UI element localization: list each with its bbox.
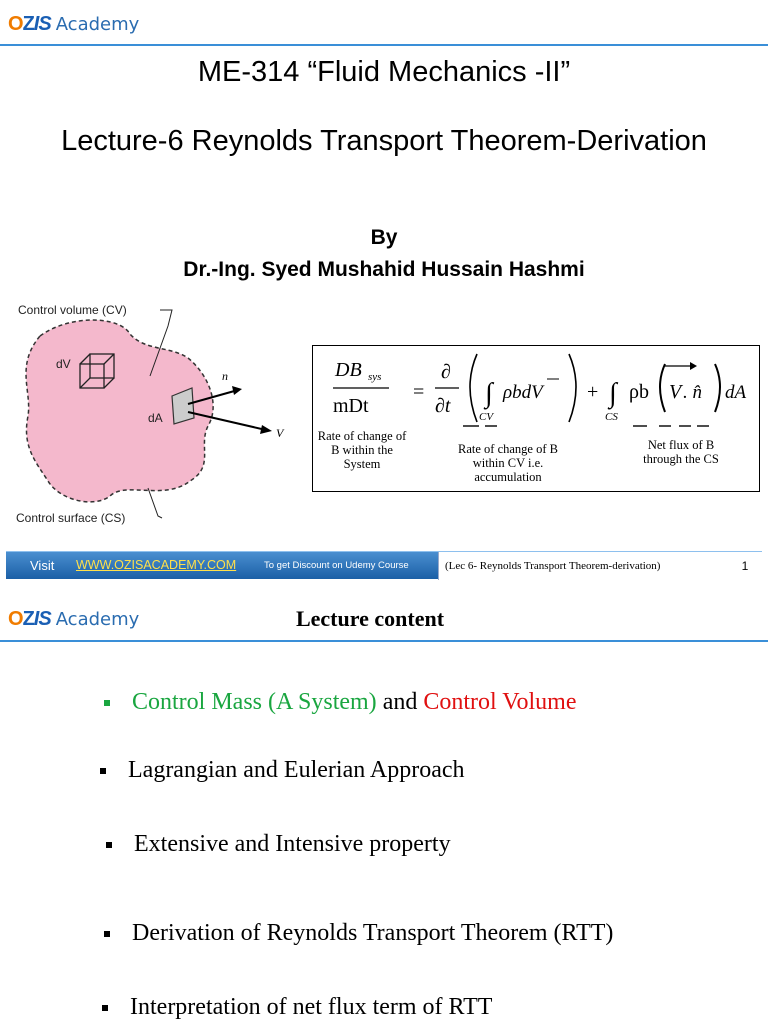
footer-website-link[interactable]: WWW.OZISACADEMY.COM	[76, 558, 237, 572]
bullet-text: Lagrangian and Eulerian Approach	[128, 757, 465, 783]
dot-normal: . n̂	[683, 382, 702, 403]
page-number: 1	[728, 552, 762, 580]
integral-cs: ∫	[609, 378, 617, 409]
bullet-control-mass	[104, 689, 576, 716]
bullet-text: Extensive and Intensive property	[134, 831, 451, 857]
v-label: V	[276, 426, 284, 440]
bullet-square-icon	[102, 1005, 108, 1011]
left-paren	[470, 354, 477, 422]
right-paren	[569, 354, 576, 422]
bullet-square-icon	[104, 931, 110, 937]
rtt-equation-box	[312, 345, 760, 492]
slide-2	[0, 584, 768, 1024]
logo-academy-text: Academy	[55, 609, 140, 630]
bullet-square-icon	[106, 842, 112, 848]
integrand-cs-rho-b: ρb	[629, 381, 649, 403]
lecture-content-title: Lecture content	[295, 606, 445, 631]
equals-sign: =	[413, 381, 425, 403]
bullet-square-icon	[100, 768, 106, 774]
integrand-cv: ρbdV	[503, 382, 543, 403]
lhs-numerator: DB	[335, 359, 362, 381]
control-volume-figure	[10, 296, 300, 536]
plus-sign: +	[587, 381, 599, 403]
lhs-subscript: sys	[368, 371, 382, 383]
cs-label: Control surface (CS)	[16, 511, 126, 525]
author-name: Dr.-Ing. Syed Mushahid Hussain Hashmi	[183, 258, 585, 281]
cs-leader-line	[148, 488, 162, 518]
footer-lecture-name: (Lec 6- Reynolds Transport Theorem-derivation)	[438, 552, 728, 580]
footer-visit: Visit	[30, 558, 55, 573]
bullet-square-icon	[104, 700, 110, 706]
da-label: dA	[148, 411, 163, 425]
bullet-text-control-volume: Control Volume	[423, 689, 577, 715]
n-label: n	[222, 369, 228, 383]
header-divider	[0, 44, 768, 46]
lecture-title: Lecture-6 Reynolds Transport Theorem-Derivation	[61, 125, 707, 157]
caption-cs-flux: Net flux of B through the CS	[643, 438, 719, 466]
header-divider	[0, 640, 768, 642]
logo-mark: OZIS	[8, 608, 51, 630]
bullet-extensive-intensive	[106, 831, 451, 858]
caption-cv-accumulation: Rate of change of B within CV i.e. accumulation	[458, 442, 558, 484]
slide-footer-bar	[6, 551, 762, 579]
bullet-text-and: and	[382, 689, 418, 715]
cv-subscript: CV	[479, 411, 494, 423]
lhs-denominator: mDt	[333, 395, 369, 417]
bullet-text: Interpretation of net flux term of RTT	[130, 994, 493, 1020]
velocity-vector: V	[669, 381, 682, 403]
logo-academy-text: Academy	[55, 14, 140, 35]
partial-num: ∂	[441, 361, 451, 383]
cs-subscript: CS	[605, 411, 618, 423]
by-label: By	[370, 226, 398, 249]
footer-discount-text: To get Discount on Udemy Course	[264, 560, 409, 571]
course-title: ME-314 “Fluid Mechanics -II”	[197, 56, 571, 88]
ozis-academy-logo	[8, 13, 139, 36]
dv-label: dV	[56, 357, 71, 371]
bullet-lagrangian-eulerian	[100, 757, 465, 784]
bullet-text: Derivation of Reynolds Transport Theorem (RTT)	[132, 920, 614, 946]
bullet-text-control-mass: Control Mass (A System)	[132, 689, 377, 715]
caption-system-rate: Rate of change of B within the System	[317, 429, 407, 471]
integral-cv: ∫	[485, 378, 493, 409]
logo-mark: OZIS	[8, 13, 51, 35]
partial-den: ∂t	[435, 395, 451, 417]
differential-area: dA	[725, 382, 747, 403]
bullet-net-flux	[102, 994, 492, 1021]
bullet-rtt-derivation	[104, 920, 613, 947]
cv-label: Control volume (CV)	[18, 303, 127, 317]
